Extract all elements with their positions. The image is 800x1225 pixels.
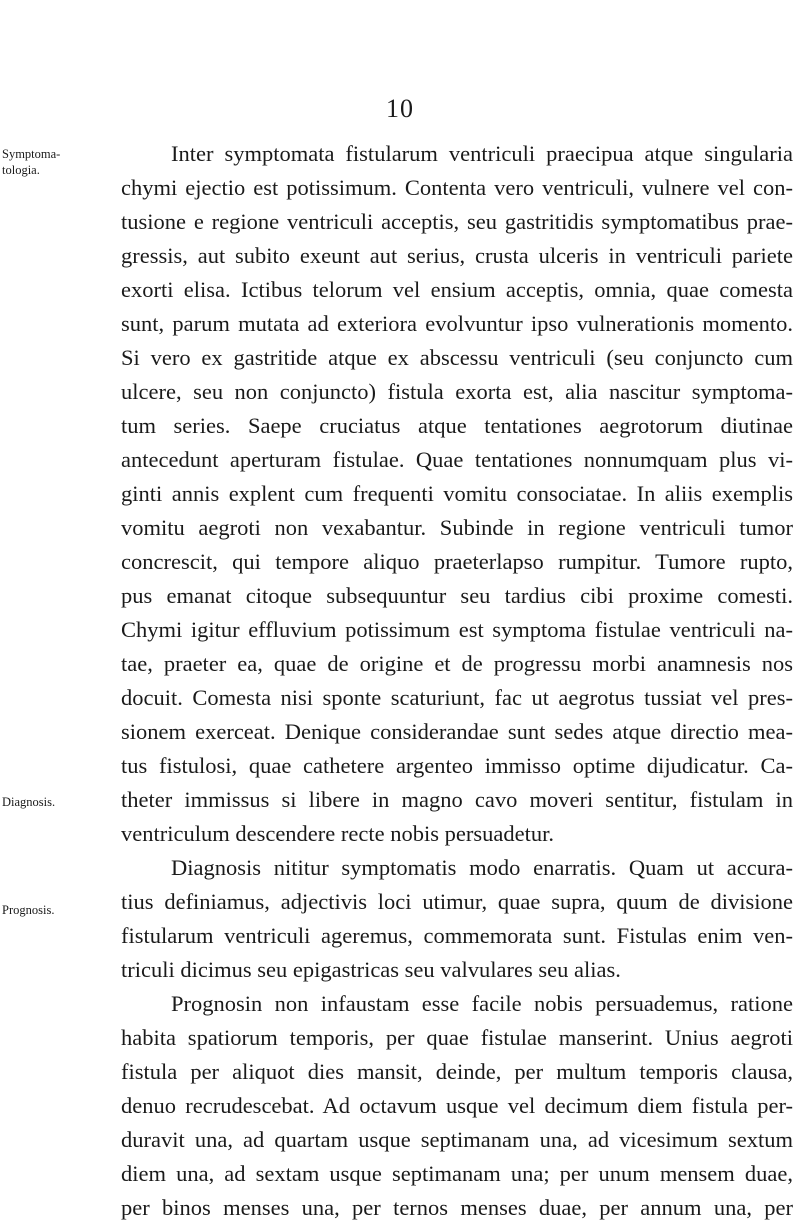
text-line: sunt, parum mutata ad exteriora evolvuntur ipso vulnerationis momento. <box>121 311 793 336</box>
text-line: Si vero ex gastritide atque ex abscessu ventriculi (seu conjuncto cum <box>121 345 793 370</box>
text-line: ventriculum descendere recte nobis persuadetur. <box>121 821 554 846</box>
text-line: diem una, ad sextam usque septimanam una; per unum mensem duae, <box>121 1161 793 1186</box>
text-line: habita spatiorum temporis, per quae fistulae manserint. Unius aegroti <box>121 1025 793 1050</box>
text-line: tum series. Saepe cruciatus atque tentationes aegrotorum diutinae <box>121 413 793 438</box>
text-line: fistularum ventriculi ageremus, commemorata sunt. Fistulas enim ven- <box>121 923 793 948</box>
text-line-prognosis-start: Prognosin non infaustam esse facile nobis persuademus, ratione <box>171 991 793 1016</box>
text-line: ulcere, seu non conjuncto) fistula exorta est, alia nascitur symptoma- <box>121 379 793 404</box>
body-text <box>121 137 793 1225</box>
text-line: concrescit, qui tempore aliquo praeterlapso rumpitur. Tumore rupto, <box>121 549 793 574</box>
text-line-diagnosis-start: Diagnosis nititur symptomatis modo enarratis. Quam ut accura- <box>171 855 793 880</box>
text-line: ginti annis explent cum frequenti vomitu consociatae. In aliis exemplis <box>121 481 793 506</box>
text-line: tusione e regione ventriculi acceptis, seu gastritidis symptomatibus prae- <box>121 209 793 234</box>
text-line: per binos menses una, per ternos menses duae, per annum una, per <box>121 1195 793 1220</box>
text-line: tius definiamus, adjectivis loci utimur, quae supra, quum de divisione <box>121 889 793 914</box>
text-line: Chymi igitur effluvium potissimum est symptoma fistulae ventriculi na- <box>121 617 793 642</box>
text-line: denuo recrudescebat. Ad octavum usque vel decimum diem fistula per- <box>121 1093 793 1118</box>
text-line: fistula per aliquot dies mansit, deinde, per multum temporis clausa, <box>121 1059 793 1084</box>
text-line: gressis, aut subito exeunt aut serius, crusta ulceris in ventriculi pariete <box>121 243 793 268</box>
text-line: chymi ejectio est potissimum. Contenta vero ventriculi, vulnere vel con- <box>121 175 793 200</box>
text-line: tus fistulosi, quae cathetere argenteo immisso optime dijudicatur. Ca- <box>121 753 793 778</box>
text-line: exorti elisa. Ictibus telorum vel ensium acceptis, omnia, quae comesta <box>121 277 793 302</box>
text-line: pus emanat citoque subsequuntur seu tardius cibi proxime comesti. <box>121 583 793 608</box>
text-line: antecedunt aperturam fistulae. Quae tentationes nonnumquam plus vi- <box>121 447 793 472</box>
text-line: sionem exerceat. Denique considerandae sunt sedes atque directio mea- <box>121 719 793 744</box>
page-number: 10 <box>386 94 414 123</box>
text-line: theter immissus si libere in magno cavo moveri sentitur, fistulam in <box>121 787 793 812</box>
text-line: triculi dicimus seu epigastricas seu valvulares seu alias. <box>121 957 621 982</box>
margin-note-prognosis: Prognosis. <box>2 903 55 917</box>
margin-note-diagnosis: Diagnosis. <box>2 795 56 809</box>
text-line: docuit. Comesta nisi sponte scaturiunt, fac ut aegrotus tussiat vel pres- <box>121 685 793 710</box>
text-line: vomitu aegroti non vexabantur. Subinde in regione ventriculi tumor <box>121 515 793 540</box>
text-line: Inter symptomata fistularum ventriculi praecipua atque singularia <box>171 141 793 166</box>
text-line: tae, praeter ea, quae de origine et de progressu morbi anamnesis nos <box>121 651 793 676</box>
margin-note-symptomatologia: Symptoma- tologia. <box>2 147 61 177</box>
text-line: duravit una, ad quartam usque septimanam una, ad vicesimum sextum <box>121 1127 793 1152</box>
